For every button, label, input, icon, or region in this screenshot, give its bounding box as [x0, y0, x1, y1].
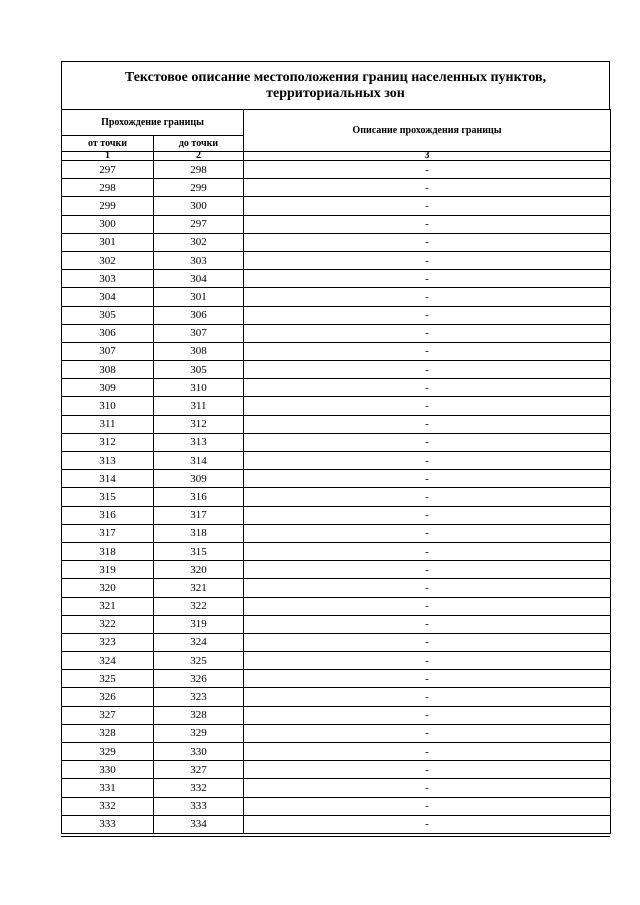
cell-from-point: 315: [62, 488, 154, 506]
cell-to-point: 325: [154, 652, 244, 670]
cell-to-point: 312: [154, 415, 244, 433]
table-row: [62, 397, 611, 415]
cell-from-point: 308: [62, 361, 154, 379]
cell-from-point: 317: [62, 524, 154, 542]
cell-description: -: [244, 306, 611, 324]
cell-to-point: 318: [154, 524, 244, 542]
cell-to-point: 324: [154, 633, 244, 651]
cell-from-point: 301: [62, 233, 154, 251]
cell-from-point: 314: [62, 470, 154, 488]
cell-to-point: 317: [154, 506, 244, 524]
cell-to-point: 307: [154, 324, 244, 342]
cell-description: -: [244, 161, 611, 179]
cell-to-point: 299: [154, 179, 244, 197]
cell-from-point: 331: [62, 779, 154, 797]
cell-from-point: 302: [62, 251, 154, 269]
cell-description: -: [244, 779, 611, 797]
cell-from-point: 319: [62, 561, 154, 579]
table-row: [62, 524, 611, 542]
cell-description: -: [244, 688, 611, 706]
cell-from-point: 332: [62, 797, 154, 815]
cell-description: -: [244, 270, 611, 288]
table-row: [62, 251, 611, 269]
cell-to-point: 322: [154, 597, 244, 615]
cell-from-point: 325: [62, 670, 154, 688]
cell-to-point: 301: [154, 288, 244, 306]
cell-from-point: 320: [62, 579, 154, 597]
cell-description: -: [244, 397, 611, 415]
cell-from-point: 310: [62, 397, 154, 415]
table-row: [62, 324, 611, 342]
cell-to-point: 305: [154, 361, 244, 379]
cell-description: -: [244, 652, 611, 670]
cell-description: -: [244, 506, 611, 524]
cell-to-point: 323: [154, 688, 244, 706]
cell-from-point: 330: [62, 761, 154, 779]
table-row: [62, 633, 611, 651]
cell-description: -: [244, 415, 611, 433]
cell-from-point: 303: [62, 270, 154, 288]
cell-description: -: [244, 379, 611, 397]
cell-to-point: 304: [154, 270, 244, 288]
cell-description: -: [244, 233, 611, 251]
cell-to-point: 298: [154, 161, 244, 179]
header-from-point: от точки: [62, 136, 154, 152]
cell-to-point: 310: [154, 379, 244, 397]
cell-description: -: [244, 342, 611, 360]
cell-to-point: 302: [154, 233, 244, 251]
table-row: [62, 342, 611, 360]
cell-description: -: [244, 488, 611, 506]
cell-to-point: 316: [154, 488, 244, 506]
table-row: [62, 815, 611, 833]
cell-from-point: 324: [62, 652, 154, 670]
cell-to-point: 303: [154, 251, 244, 269]
table-row: [62, 542, 611, 560]
table-row: [62, 233, 611, 251]
table-row: [62, 379, 611, 397]
cell-description: -: [244, 761, 611, 779]
cell-description: -: [244, 743, 611, 761]
table-row: [62, 579, 611, 597]
cell-to-point: 328: [154, 706, 244, 724]
cell-description: -: [244, 633, 611, 651]
cell-description: -: [244, 797, 611, 815]
table-row: [62, 433, 611, 451]
cell-description: -: [244, 706, 611, 724]
table-row: [62, 706, 611, 724]
table-row: [62, 652, 611, 670]
bottom-rule: [61, 836, 610, 837]
cell-description: -: [244, 251, 611, 269]
cell-description: -: [244, 179, 611, 197]
cell-from-point: 305: [62, 306, 154, 324]
cell-from-point: 328: [62, 724, 154, 742]
cell-description: -: [244, 324, 611, 342]
cell-description: -: [244, 615, 611, 633]
table-row: [62, 615, 611, 633]
document-sheet: [61, 61, 610, 834]
table-row: [62, 488, 611, 506]
column-number-3: 3: [244, 152, 611, 161]
cell-from-point: 316: [62, 506, 154, 524]
table-row: [62, 179, 611, 197]
cell-from-point: 329: [62, 743, 154, 761]
table-row: [62, 688, 611, 706]
boundary-table: [61, 109, 611, 834]
cell-to-point: 311: [154, 397, 244, 415]
column-number-2: 2: [154, 152, 244, 161]
cell-from-point: 299: [62, 197, 154, 215]
cell-to-point: 308: [154, 342, 244, 360]
document-title: [61, 61, 610, 109]
cell-from-point: 333: [62, 815, 154, 833]
cell-description: -: [244, 524, 611, 542]
table-row: [62, 452, 611, 470]
cell-to-point: 319: [154, 615, 244, 633]
cell-to-point: 333: [154, 797, 244, 815]
table-row: [62, 797, 611, 815]
cell-to-point: 326: [154, 670, 244, 688]
cell-description: -: [244, 215, 611, 233]
cell-to-point: 315: [154, 542, 244, 560]
cell-from-point: 312: [62, 433, 154, 451]
cell-to-point: 320: [154, 561, 244, 579]
cell-to-point: 330: [154, 743, 244, 761]
cell-from-point: 327: [62, 706, 154, 724]
cell-description: -: [244, 361, 611, 379]
cell-to-point: 329: [154, 724, 244, 742]
cell-from-point: 311: [62, 415, 154, 433]
table-row: [62, 288, 611, 306]
cell-description: -: [244, 579, 611, 597]
table-row: [62, 215, 611, 233]
table-row: [62, 470, 611, 488]
table-row: [62, 761, 611, 779]
table-row: [62, 270, 611, 288]
cell-from-point: 323: [62, 633, 154, 651]
table-body: [62, 161, 611, 834]
cell-to-point: 306: [154, 306, 244, 324]
cell-from-point: 298: [62, 179, 154, 197]
cell-from-point: 313: [62, 452, 154, 470]
cell-from-point: 297: [62, 161, 154, 179]
cell-to-point: 332: [154, 779, 244, 797]
cell-from-point: 306: [62, 324, 154, 342]
header-to-point: до точки: [154, 136, 244, 152]
cell-to-point: 334: [154, 815, 244, 833]
cell-from-point: 300: [62, 215, 154, 233]
cell-description: -: [244, 670, 611, 688]
cell-from-point: 326: [62, 688, 154, 706]
cell-description: -: [244, 197, 611, 215]
table-row: [62, 197, 611, 215]
table-row: [62, 670, 611, 688]
table-row: [62, 597, 611, 615]
cell-description: -: [244, 815, 611, 833]
cell-from-point: 307: [62, 342, 154, 360]
cell-to-point: 309: [154, 470, 244, 488]
cell-from-point: 321: [62, 597, 154, 615]
table-row: [62, 161, 611, 179]
table-row: [62, 415, 611, 433]
table-row: [62, 306, 611, 324]
table-row: [62, 361, 611, 379]
cell-description: -: [244, 433, 611, 451]
table-row: [62, 506, 611, 524]
cell-description: -: [244, 542, 611, 560]
cell-from-point: 304: [62, 288, 154, 306]
cell-description: -: [244, 470, 611, 488]
header-description: Описание прохождения границы: [244, 110, 611, 152]
cell-from-point: 318: [62, 542, 154, 560]
cell-from-point: 309: [62, 379, 154, 397]
column-number-1: 1: [62, 152, 154, 161]
cell-description: -: [244, 597, 611, 615]
table-row: [62, 779, 611, 797]
cell-description: -: [244, 561, 611, 579]
table-row: [62, 743, 611, 761]
cell-to-point: 314: [154, 452, 244, 470]
cell-to-point: 300: [154, 197, 244, 215]
cell-description: -: [244, 288, 611, 306]
cell-to-point: 297: [154, 215, 244, 233]
cell-to-point: 313: [154, 433, 244, 451]
cell-description: -: [244, 724, 611, 742]
cell-to-point: 327: [154, 761, 244, 779]
cell-from-point: 322: [62, 615, 154, 633]
table-row: [62, 561, 611, 579]
title-line-2: территориальных зон: [266, 85, 405, 101]
header-boundary-passage: Прохождение границы: [62, 110, 244, 136]
title-line-1: Текстовое описание местоположения границ населенных пунктов,: [124, 69, 547, 85]
cell-description: -: [244, 452, 611, 470]
table-row: [62, 724, 611, 742]
cell-to-point: 321: [154, 579, 244, 597]
